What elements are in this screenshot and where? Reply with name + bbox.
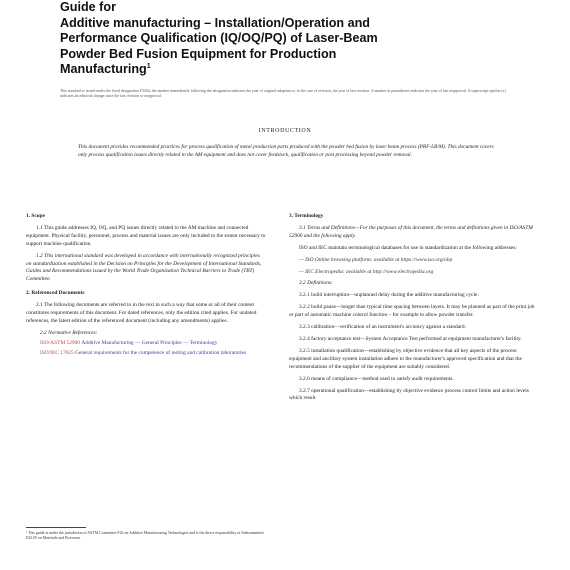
reference-code[interactable]: ISO/ASTM 52900 [40, 339, 80, 346]
scope-paragraph-1-1: 1.1 This guide addresses IQ, OQ, and PQ issues directly related to the AM machine and connected equipment. Physical facility, personnel, process and material issues are only included to the extent necessary to support machine qualification. [26, 224, 266, 247]
title-line: Additive manufacturing – Installation/Operation and [60, 15, 370, 30]
references-paragraph-2-1: 2.1 The following documents are referred to in the text in such a way that some or all of their content constitutes requirements of this document. For dated references, only the edition cited applies. For undated references, the latest edition of the referenced document (including any amendments) applies. [26, 302, 257, 324]
terminology-heading: 3. Terminology [289, 213, 324, 219]
iec-electropedia-link[interactable]: — IEC Electropedia: available at http://www.electropedia.org [299, 268, 434, 275]
reference-item[interactable] [40, 350, 266, 358]
terminology-databases: ISO and IEC maintain terminological databases for use in standardization at the following addresses: [299, 244, 517, 251]
footnote-divider [26, 527, 86, 528]
title-line: Performance Qualification (IQ/OQ/PQ) of Laser-Beam [60, 31, 378, 45]
reference-title[interactable]: Additive Manufacturing — General Principles — Terminology [81, 339, 218, 346]
definition-factory-acceptance-test: 3.2.4 factory acceptance test—System Acceptance Test performed at equipment manufacturer's facility. [299, 335, 522, 342]
definition-installation-qualification: 3.2.5 installation qualification—establishing by objective evidence that all key aspects of the process equipment and ancillary system installation adhere to the manufacturer's approved specification and that the recommendations of the supplier of the equipment are suitably considered. [289, 347, 522, 370]
introduction-text: This document provides recommended practices for process qualification of metal production parts produced with the powder bed fusion by laser beam process (PBF-LB/M). This document covers only process qualification issues directly related to the AM equipment and does not cover feedstock, qualification or post processing beyond powder removal. [78, 144, 494, 159]
scope-heading: 1. Scope [26, 213, 45, 219]
reference-item[interactable] [40, 340, 266, 348]
title-line: Powder Bed Fusion Equipment for Production [60, 46, 337, 61]
reference-code[interactable]: ISO/IEC 17025 [40, 349, 74, 356]
scope-paragraph-1-2: 1.2 This international standard was developed in accordance with internationally recognized principles on standardization established in the Decision on Principles for the Development of International Standards, Guides and Recommendations issued by the World Trade Organization Technical Barriers to Trade (TBT) Committee. [26, 252, 262, 283]
title-line-text: Manufacturing [60, 62, 147, 76]
title-line: Guide for [60, 0, 116, 14]
left-column [26, 213, 266, 358]
referenced-documents-heading: 2. Referenced Documents [26, 290, 85, 297]
terminology-paragraph-3-1: 3.1 Terms and Definitions—For the purposes of this document, the terms and definitions given in ISO/ASTM 52900 and the following apply. [289, 224, 533, 239]
document-title [60, 0, 530, 78]
right-column [289, 213, 535, 407]
definition-means-of-compliance: 3.2.6 means of compliance—method used to satisfy audit requirements. [299, 375, 454, 382]
definition-build-interruption: 3.2.1 build interruption—unplanned delay during the additive manufacturing cycle. [299, 292, 479, 299]
normative-references-label: 2.2 Normative References: [40, 329, 98, 336]
iso-obp-link[interactable]: — ISO Online browsing platform: available at https://www.iso.org/obp [299, 256, 453, 263]
title-footnote-mark: 1 [146, 62, 151, 70]
reference-title[interactable]: General requirements for the competence of testing and calibration laboratories [75, 349, 247, 356]
standard-designation-note: This standard is issued under the fixed designation F3434; the number immediately following the designation indicates the year of original adoption or, in the case of revision, the year of last revision. A number in parentheses indicates the year of last reapproval. A superscript epsilon (ε) indicates an editorial change since the last revision or reapproval. [60, 89, 506, 98]
introduction-heading: INTRODUCTION [258, 128, 312, 134]
definitions-heading: 3.2 Definitions: [299, 280, 333, 287]
definition-operational-qualification: 3.2.7 operational qualification—establishing by objective evidence process control limits and action levels which result [289, 387, 529, 402]
definition-build-pause: 3.2.2 build pause—longer than typical time spacing between layers. It may be planned as part of the print job or part of automatic machine control function – for example to allow powder transfer. [289, 304, 535, 319]
definition-calibration: 3.2.3 calibration—verification of an instrument's accuracy against a standard. [299, 324, 466, 331]
normative-references-list [40, 330, 266, 358]
title-line [60, 62, 530, 78]
footnote: ¹ This guide is under the jurisdiction of ASTM Committee F42 on Additive Manufacturing Technologies and is the direct responsibility of Subcommittee F42.05 on Materials and Processes. [26, 531, 264, 540]
